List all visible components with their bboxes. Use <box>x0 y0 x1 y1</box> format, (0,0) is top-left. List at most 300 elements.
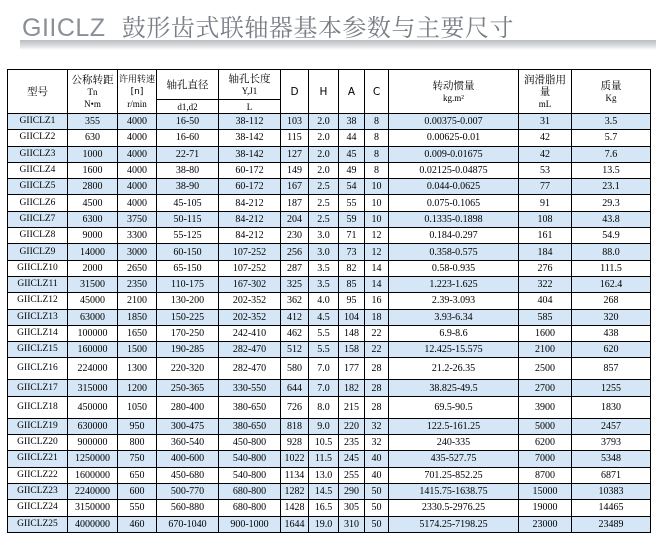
cell-grease: 19000 <box>519 500 572 516</box>
cell-model: GIICLZ7 <box>8 211 68 227</box>
cell-d: 187 <box>281 195 309 211</box>
cell-d: 726 <box>281 396 309 418</box>
cell-a: 55 <box>339 195 365 211</box>
table-row <box>8 146 651 162</box>
cell-mass: 320 <box>572 309 651 325</box>
cell-mass: 88.0 <box>572 244 651 260</box>
cell-d: 928 <box>281 435 309 451</box>
cell-a: 245 <box>339 451 365 467</box>
cell-grease: 2700 <box>519 380 572 396</box>
cell-h: 7.0 <box>309 380 339 396</box>
cell-grease: 404 <box>519 293 572 309</box>
cell-h: 2.0 <box>309 146 339 162</box>
cell-model: GIICLZ10 <box>8 260 68 276</box>
cell-model: GIICLZ9 <box>8 244 68 260</box>
cell-c: 32 <box>365 418 389 434</box>
cell-torque: 45000 <box>68 293 118 309</box>
cell-speed: 3750 <box>118 211 157 227</box>
cell-speed: 2350 <box>118 276 157 292</box>
table-row <box>8 451 651 467</box>
cell-h: 4.5 <box>309 309 339 325</box>
cell-mass: 5.7 <box>572 130 651 146</box>
cell-grease: 23000 <box>519 516 572 532</box>
table-row <box>8 195 651 211</box>
table-row <box>8 516 651 532</box>
cell-mass: 857 <box>572 358 651 380</box>
cell-a: 310 <box>339 516 365 532</box>
cell-h: 7.0 <box>309 358 339 380</box>
header-model: 型号 <box>8 70 68 114</box>
cell-speed: 4000 <box>118 195 157 211</box>
cell-a: 82 <box>339 260 365 276</box>
cell-inertia: 701.25-852.25 <box>389 467 519 483</box>
cell-bore: 65-150 <box>157 260 219 276</box>
parameter-table <box>7 69 651 533</box>
cell-c: 18 <box>365 309 389 325</box>
cell-model: GIICLZ25 <box>8 516 68 532</box>
cell-c: 8 <box>365 114 389 130</box>
cell-a: 305 <box>339 500 365 516</box>
table-row <box>8 342 651 358</box>
cell-h: 3.0 <box>309 228 339 244</box>
cell-a: 45 <box>339 146 365 162</box>
cell-torque: 630000 <box>68 418 118 434</box>
header-inertia: 转动惯量 kg.m² <box>389 70 519 114</box>
cell-inertia: 0.1335-0.1898 <box>389 211 519 227</box>
cell-speed: 1050 <box>118 396 157 418</box>
cell-mass: 6871 <box>572 467 651 483</box>
cell-model: GIICLZ17 <box>8 380 68 396</box>
cell-length: 242-410 <box>219 325 281 341</box>
cell-length: 107-252 <box>219 244 281 260</box>
cell-length: 38-142 <box>219 130 281 146</box>
cell-bore: 22-71 <box>157 146 219 162</box>
cell-inertia: 0.184-0.297 <box>389 228 519 244</box>
cell-d: 462 <box>281 325 309 341</box>
cell-torque: 14000 <box>68 244 118 260</box>
cell-h: 4.0 <box>309 293 339 309</box>
cell-speed: 4000 <box>118 114 157 130</box>
cell-speed: 950 <box>118 418 157 434</box>
cell-mass: 13.5 <box>572 162 651 178</box>
cell-model: GIICLZ20 <box>8 435 68 451</box>
cell-length: 282-470 <box>219 342 281 358</box>
header-bore-symbol: d1,d2 <box>157 100 219 114</box>
cell-mass: 10383 <box>572 483 651 499</box>
cell-c: 8 <box>365 130 389 146</box>
cell-d: 580 <box>281 358 309 380</box>
cell-torque: 315000 <box>68 380 118 396</box>
cell-model: GIICLZ18 <box>8 396 68 418</box>
cell-d: 512 <box>281 342 309 358</box>
cell-a: 95 <box>339 293 365 309</box>
cell-bore: 250-365 <box>157 380 219 396</box>
cell-d: 325 <box>281 276 309 292</box>
cell-length: 900-1000 <box>219 516 281 532</box>
cell-speed: 4000 <box>118 179 157 195</box>
cell-speed: 1300 <box>118 358 157 380</box>
cell-mass: 2457 <box>572 418 651 434</box>
cell-speed: 460 <box>118 516 157 532</box>
cell-inertia: 69.5-90.5 <box>389 396 519 418</box>
cell-d: 204 <box>281 211 309 227</box>
cell-d: 256 <box>281 244 309 260</box>
cell-a: 38 <box>339 114 365 130</box>
cell-bore: 300-475 <box>157 418 219 434</box>
cell-c: 32 <box>365 435 389 451</box>
cell-mass: 620 <box>572 342 651 358</box>
table-row <box>8 435 651 451</box>
cell-h: 9.0 <box>309 418 339 434</box>
cell-a: 59 <box>339 211 365 227</box>
header-speed: 许用转速[n] r/min <box>118 70 157 114</box>
cell-c: 10 <box>365 179 389 195</box>
cell-bore: 38-80 <box>157 162 219 178</box>
cell-c: 12 <box>365 228 389 244</box>
cell-torque: 1600000 <box>68 467 118 483</box>
cell-grease: 15000 <box>519 483 572 499</box>
cell-h: 2.5 <box>309 211 339 227</box>
cell-bore: 60-150 <box>157 244 219 260</box>
cell-torque: 1600 <box>68 162 118 178</box>
cell-a: 235 <box>339 435 365 451</box>
table-row <box>8 260 651 276</box>
cell-model: GIICLZ11 <box>8 276 68 292</box>
header-grease: 润滑脂用量 mL <box>519 70 572 114</box>
cell-length: 680-800 <box>219 483 281 499</box>
cell-a: 158 <box>339 342 365 358</box>
cell-inertia: 2330.5-2976.25 <box>389 500 519 516</box>
cell-model: GIICLZ3 <box>8 146 68 162</box>
cell-h: 2.0 <box>309 130 339 146</box>
title-text: 鼓形齿式联轴器基本参数与主要尺寸 <box>121 14 514 42</box>
cell-a: 182 <box>339 380 365 396</box>
cell-mass: 23.1 <box>572 179 651 195</box>
table-body <box>8 114 651 533</box>
cell-h: 3.5 <box>309 276 339 292</box>
cell-speed: 1200 <box>118 380 157 396</box>
table-row <box>8 228 651 244</box>
cell-grease: 3900 <box>519 396 572 418</box>
cell-a: 49 <box>339 162 365 178</box>
cell-mass: 268 <box>572 293 651 309</box>
cell-speed: 4000 <box>118 162 157 178</box>
cell-length: 380-650 <box>219 396 281 418</box>
cell-mass: 3.5 <box>572 114 651 130</box>
cell-model: GIICLZ23 <box>8 483 68 499</box>
cell-model: GIICLZ4 <box>8 162 68 178</box>
cell-h: 13.0 <box>309 467 339 483</box>
cell-torque: 160000 <box>68 342 118 358</box>
table-row <box>8 380 651 396</box>
cell-c: 40 <box>365 451 389 467</box>
table-row <box>8 276 651 292</box>
cell-mass: 1830 <box>572 396 651 418</box>
cell-h: 3.5 <box>309 260 339 276</box>
cell-a: 104 <box>339 309 365 325</box>
cell-grease: 585 <box>519 309 572 325</box>
cell-d: 1134 <box>281 467 309 483</box>
cell-length: 330-550 <box>219 380 281 396</box>
cell-h: 14.5 <box>309 483 339 499</box>
cell-c: 50 <box>365 516 389 532</box>
cell-length: 107-252 <box>219 260 281 276</box>
cell-inertia: 0.02125-0.04875 <box>389 162 519 178</box>
table-row <box>8 114 651 130</box>
cell-model: GIICLZ6 <box>8 195 68 211</box>
cell-length: 380-650 <box>219 418 281 434</box>
cell-a: 54 <box>339 179 365 195</box>
cell-speed: 3300 <box>118 228 157 244</box>
cell-d: 1428 <box>281 500 309 516</box>
cell-c: 28 <box>365 396 389 418</box>
cell-speed: 4000 <box>118 130 157 146</box>
header-length: 轴孔长度 Y,J1 <box>219 70 281 100</box>
cell-d: 149 <box>281 162 309 178</box>
cell-a: 220 <box>339 418 365 434</box>
cell-mass: 438 <box>572 325 651 341</box>
cell-torque: 224000 <box>68 358 118 380</box>
cell-length: 282-470 <box>219 358 281 380</box>
cell-length: 84-212 <box>219 228 281 244</box>
cell-d: 127 <box>281 146 309 162</box>
cell-model: GIICLZ22 <box>8 467 68 483</box>
cell-mass: 111.5 <box>572 260 651 276</box>
cell-grease: 322 <box>519 276 572 292</box>
cell-speed: 1500 <box>118 342 157 358</box>
table-row <box>8 179 651 195</box>
cell-h: 2.5 <box>309 195 339 211</box>
header-length-symbol: L <box>219 100 281 114</box>
cell-a: 177 <box>339 358 365 380</box>
cell-model: GIICLZ13 <box>8 309 68 325</box>
cell-c: 10 <box>365 211 389 227</box>
cell-mass: 23489 <box>572 516 651 532</box>
cell-speed: 650 <box>118 467 157 483</box>
cell-d: 1644 <box>281 516 309 532</box>
cell-c: 40 <box>365 467 389 483</box>
cell-torque: 2240000 <box>68 483 118 499</box>
cell-a: 71 <box>339 228 365 244</box>
cell-inertia: 38.825-49.5 <box>389 380 519 396</box>
cell-inertia: 435-527.75 <box>389 451 519 467</box>
cell-c: 28 <box>365 380 389 396</box>
cell-torque: 6300 <box>68 211 118 227</box>
cell-mass: 5348 <box>572 451 651 467</box>
cell-c: 16 <box>365 293 389 309</box>
cell-model: GIICLZ14 <box>8 325 68 341</box>
cell-grease: 42 <box>519 146 572 162</box>
cell-c: 22 <box>365 325 389 341</box>
cell-inertia: 6.9-8.6 <box>389 325 519 341</box>
cell-torque: 355 <box>68 114 118 130</box>
cell-a: 85 <box>339 276 365 292</box>
cell-c: 12 <box>365 244 389 260</box>
cell-model: GIICLZ19 <box>8 418 68 434</box>
cell-h: 11.5 <box>309 451 339 467</box>
cell-h: 2.0 <box>309 114 339 130</box>
cell-bore: 360-540 <box>157 435 219 451</box>
cell-grease: 77 <box>519 179 572 195</box>
cell-inertia: 122.5-161.25 <box>389 418 519 434</box>
cell-d: 644 <box>281 380 309 396</box>
table-row <box>8 244 651 260</box>
cell-bore: 130-200 <box>157 293 219 309</box>
cell-grease: 6200 <box>519 435 572 451</box>
cell-inertia: 240-335 <box>389 435 519 451</box>
cell-length: 540-800 <box>219 467 281 483</box>
cell-d: 1022 <box>281 451 309 467</box>
cell-torque: 4500 <box>68 195 118 211</box>
cell-grease: 161 <box>519 228 572 244</box>
cell-model: GIICLZ15 <box>8 342 68 358</box>
cell-a: 215 <box>339 396 365 418</box>
cell-inertia: 2.39-3.093 <box>389 293 519 309</box>
cell-speed: 750 <box>118 451 157 467</box>
cell-c: 28 <box>365 358 389 380</box>
table-row <box>8 483 651 499</box>
cell-d: 362 <box>281 293 309 309</box>
cell-model: GIICLZ24 <box>8 500 68 516</box>
cell-bore: 190-285 <box>157 342 219 358</box>
cell-h: 5.5 <box>309 325 339 341</box>
cell-h: 2.0 <box>309 162 339 178</box>
cell-c: 10 <box>365 195 389 211</box>
cell-speed: 600 <box>118 483 157 499</box>
cell-h: 3.0 <box>309 244 339 260</box>
cell-bore: 38-90 <box>157 179 219 195</box>
cell-bore: 55-125 <box>157 228 219 244</box>
cell-mass: 7.6 <box>572 146 651 162</box>
cell-bore: 16-60 <box>157 130 219 146</box>
cell-bore: 50-115 <box>157 211 219 227</box>
cell-c: 8 <box>365 162 389 178</box>
cell-a: 290 <box>339 483 365 499</box>
cell-bore: 16-50 <box>157 114 219 130</box>
cell-inertia: 3.93-6.34 <box>389 309 519 325</box>
cell-bore: 500-770 <box>157 483 219 499</box>
cell-speed: 550 <box>118 500 157 516</box>
cell-inertia: 0.00375-0.007 <box>389 114 519 130</box>
cell-bore: 45-105 <box>157 195 219 211</box>
cell-d: 115 <box>281 130 309 146</box>
cell-a: 44 <box>339 130 365 146</box>
cell-length: 38-112 <box>219 114 281 130</box>
cell-grease: 276 <box>519 260 572 276</box>
cell-inertia: 0.58-0.935 <box>389 260 519 276</box>
cell-inertia: 5174.25-7198.25 <box>389 516 519 532</box>
cell-a: 255 <box>339 467 365 483</box>
cell-grease: 8700 <box>519 467 572 483</box>
cell-grease: 91 <box>519 195 572 211</box>
table-row <box>8 396 651 418</box>
cell-h: 19.0 <box>309 516 339 532</box>
cell-grease: 5000 <box>519 418 572 434</box>
cell-grease: 42 <box>519 130 572 146</box>
table-row <box>8 358 651 380</box>
cell-inertia: 21.2-26.35 <box>389 358 519 380</box>
cell-length: 202-352 <box>219 309 281 325</box>
table-row <box>8 162 651 178</box>
cell-grease: 2500 <box>519 358 572 380</box>
table-row <box>8 418 651 434</box>
cell-torque: 9000 <box>68 228 118 244</box>
cell-d: 287 <box>281 260 309 276</box>
table-row <box>8 325 651 341</box>
cell-inertia: 0.009-0.01675 <box>389 146 519 162</box>
header-H: H <box>309 70 339 114</box>
cell-grease: 108 <box>519 211 572 227</box>
cell-inertia: 0.044-0.0625 <box>389 179 519 195</box>
cell-torque: 450000 <box>68 396 118 418</box>
cell-grease: 2100 <box>519 342 572 358</box>
cell-model: GIICLZ5 <box>8 179 68 195</box>
cell-speed: 2650 <box>118 260 157 276</box>
cell-bore: 220-320 <box>157 358 219 380</box>
table-row <box>8 500 651 516</box>
cell-torque: 900000 <box>68 435 118 451</box>
cell-length: 60-172 <box>219 179 281 195</box>
cell-inertia: 0.075-0.1065 <box>389 195 519 211</box>
cell-bore: 400-600 <box>157 451 219 467</box>
header-C: C <box>365 70 389 114</box>
cell-torque: 2000 <box>68 260 118 276</box>
cell-speed: 1650 <box>118 325 157 341</box>
cell-c: 14 <box>365 276 389 292</box>
cell-h: 16.5 <box>309 500 339 516</box>
cell-c: 50 <box>365 500 389 516</box>
page-title <box>22 8 514 43</box>
cell-mass: 43.8 <box>572 211 651 227</box>
header-mass: 质量 Kg <box>572 70 651 114</box>
cell-length: 84-212 <box>219 195 281 211</box>
cell-h: 5.5 <box>309 342 339 358</box>
cell-h: 2.5 <box>309 179 339 195</box>
table-row <box>8 293 651 309</box>
header-row-1 <box>8 70 651 100</box>
cell-length: 540-800 <box>219 451 281 467</box>
cell-grease: 184 <box>519 244 572 260</box>
cell-model: GIICLZ8 <box>8 228 68 244</box>
cell-bore: 110-175 <box>157 276 219 292</box>
cell-torque: 2800 <box>68 179 118 195</box>
cell-d: 167 <box>281 179 309 195</box>
cell-h: 8.0 <box>309 396 339 418</box>
table-row <box>8 467 651 483</box>
cell-length: 84-212 <box>219 211 281 227</box>
cell-model: GIICLZ1 <box>8 114 68 130</box>
cell-inertia: 1415.75-1638.75 <box>389 483 519 499</box>
header-D: D <box>281 70 309 114</box>
cell-mass: 3793 <box>572 435 651 451</box>
cell-inertia: 12.425-15.575 <box>389 342 519 358</box>
cell-bore: 170-250 <box>157 325 219 341</box>
cell-speed: 3000 <box>118 244 157 260</box>
table-row <box>8 211 651 227</box>
cell-c: 50 <box>365 483 389 499</box>
table-row <box>8 130 651 146</box>
cell-c: 8 <box>365 146 389 162</box>
cell-inertia: 0.00625-0.01 <box>389 130 519 146</box>
cell-torque: 3150000 <box>68 500 118 516</box>
cell-speed: 2100 <box>118 293 157 309</box>
cell-model: GIICLZ2 <box>8 130 68 146</box>
cell-torque: 630 <box>68 130 118 146</box>
cell-torque: 1000 <box>68 146 118 162</box>
cell-length: 680-800 <box>219 500 281 516</box>
cell-inertia: 1.223-1.625 <box>389 276 519 292</box>
cell-speed: 800 <box>118 435 157 451</box>
